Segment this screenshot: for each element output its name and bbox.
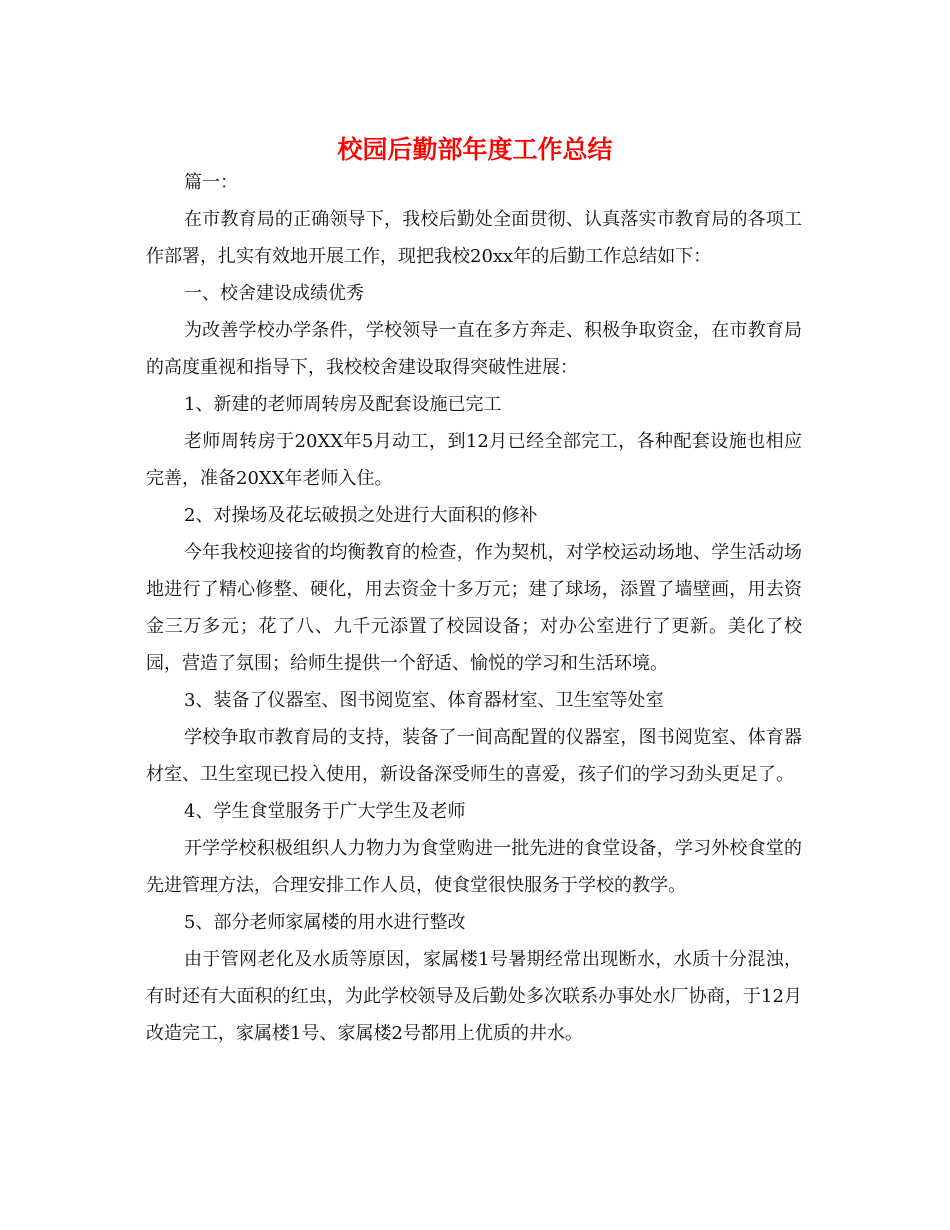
subheading-3: 3、装备了仪器室、图书阅览室、体育器材室、卫生室等处室 [184, 690, 664, 711]
document-title: 校园后勤部年度工作总结 [337, 135, 613, 164]
paragraph-section-1: 为改善学校办学条件，学校领导一直在多方奔走、积极争取资金，在市教育局的高度重视和指导下，我校校舍建设取得突破性进展： [146, 320, 802, 378]
paragraph-intro: 在市教育局的正确领导下，我校后勤处全面贯彻、认真落实市教育局的各项工作部署，扎实有效地开展工作，现把我校20xx年的后勤工作总结如下： [146, 209, 802, 267]
paragraph-2: 今年我校迎接省的均衡教育的检查，作为契机，对学校运动场地、学生活动场地进行了精心修整、硬化，用去资金十多万元；建了球场，添置了墙壁画，用去资金三万多元；花了八、九千元添置了校园设备；对办公室进行了更新。美化了校园，营造了氛围；给师生提供一个舒适、愉悦的学习和生活环境。 [146, 542, 802, 674]
paragraph-5: 由于管网老化及水质等原因，家属楼1号暑期经常出现断水，水质十分混浊，有时还有大面积的红虫，为此学校领导及后勤处多次联系办事处水厂协商，于12月改造完工，家属楼1号、家属楼2号都用上优质的井水。 [146, 949, 802, 1044]
heading-section-1: 一、校舍建设成绩优秀 [184, 283, 364, 304]
paragraph-section-label: 篇一： [184, 172, 238, 193]
subheading-4: 4、学生食堂服务于广大学生及老师 [184, 801, 466, 822]
document-body [146, 164, 802, 1052]
paragraph-4: 开学学校积极组织人力物力为食堂购进一批先进的食堂设备，学习外校食堂的先进管理方法，合理安排工作人员，使食堂很快服务于学校的教学。 [146, 838, 802, 896]
paragraph-3: 学校争取市教育局的支持，装备了一间高配置的仪器室，图书阅览室、体育器材室、卫生室现已投入使用，新设备深受师生的喜爱，孩子们的学习劲头更足了。 [146, 727, 802, 785]
paragraph-1: 老师周转房于20XX年5月动工，到12月已经全部完工，各种配套设施也相应完善，准备20XX年老师入住。 [146, 431, 802, 489]
subheading-1: 1、新建的老师周转房及配套设施已完工 [184, 394, 502, 415]
subheading-2: 2、对操场及花坛破损之处进行大面积的修补 [184, 505, 538, 526]
subheading-5: 5、部分老师家属楼的用水进行整改 [184, 912, 466, 933]
